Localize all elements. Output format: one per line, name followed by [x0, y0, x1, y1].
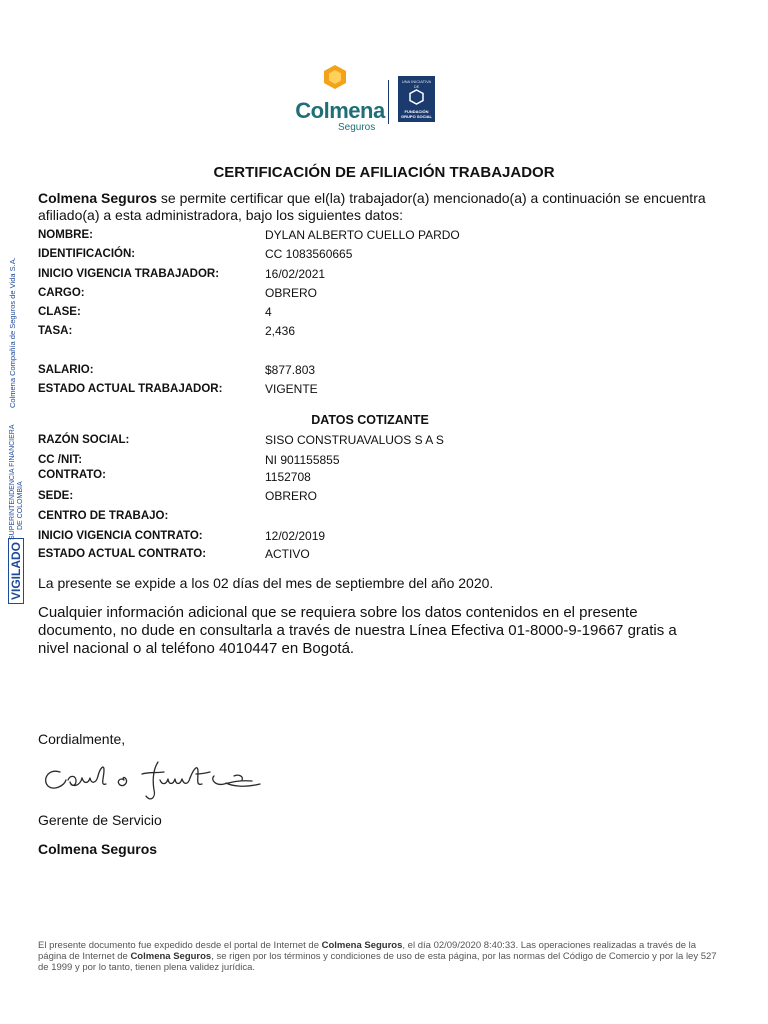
logo-subtitle: Seguros [338, 122, 376, 133]
field-value: NI 901155855 [265, 453, 340, 467]
document-title: CERTIFICACIÓN DE AFILIACIÓN TRABAJADOR [213, 164, 555, 181]
fundacion-logo [398, 76, 435, 122]
field-label: CONTRATO: [38, 469, 106, 481]
field-label: ESTADO ACTUAL TRABAJADOR: [38, 383, 223, 395]
field-label: RAZÓN SOCIAL: [38, 434, 130, 446]
field-value: VIGENTE [265, 382, 318, 396]
fundacion-top-text: UNA INICIATIVA DE [401, 79, 432, 89]
field-label: NOMBRE: [38, 229, 93, 241]
intro-text: se permite certificar que el(la) trabajador(a) mencionado(a) a continuación se encuentra afiliado(a) a esta administradora, bajo los siguientes datos: [38, 190, 706, 223]
field-label: CARGO: [38, 287, 85, 299]
field-value: ACTIVO [265, 547, 310, 561]
issued-statement: La presente se expide a los 02 días del mes de septiembre del año 2020. [38, 575, 494, 591]
side-company-label: Colmena Compañía de Seguros de Vida S.A. [8, 257, 17, 408]
field-label: TASA: [38, 325, 73, 337]
side-superfinanciera-line1: SUPERINTENDENCIA FINANCIERA [9, 424, 16, 540]
field-value: OBRERO [265, 489, 318, 503]
signer-company: Colmena Seguros [38, 841, 158, 857]
logo-divider [388, 80, 389, 124]
closing-regards: Cordialmente, [38, 731, 126, 747]
field-value: 16/02/2021 [265, 267, 326, 281]
field-value: 4 [265, 305, 272, 319]
logo-wordmark: Colmena [295, 98, 385, 123]
field-value: 12/02/2019 [265, 529, 326, 543]
field-label: IDENTIFICACIÓN: [38, 248, 136, 260]
field-value: CC 1083560665 [265, 247, 353, 261]
field-label: SALARIO: [38, 364, 94, 376]
signer-role: Gerente de Servicio [38, 812, 162, 828]
intro-company: Colmena Seguros [38, 190, 158, 206]
additional-info-paragraph: Cualquier información adicional que se requiera sobre los datos contenidos en el presente documento, no dude en consultarla a través de nuestra Línea Efectiva 01-8000-9-19667 gratis a nivel nacional o al teléfono 4010447 en Bogotá. [38, 604, 677, 657]
fundacion-bottom-text: FUNDACIÓN GRUPO SOCIAL [401, 109, 432, 119]
footer-company-2: Colmena Seguros [130, 951, 212, 962]
field-label: SEDE: [38, 490, 74, 502]
field-label: INICIO VIGENCIA CONTRATO: [38, 530, 203, 542]
field-value: DYLAN ALBERTO CUELLO PARDO [265, 228, 460, 242]
field-value: $877.803 [265, 363, 316, 377]
footer-text-3: , se rigen por los términos y condiciones de uso de esta página, por las normas del Código de Comercio y por la ley 527 de 1999 y por lo tanto, tienen plena validez jurídica. [38, 951, 717, 973]
field-value: OBRERO [265, 286, 318, 300]
colmena-logo [288, 62, 388, 138]
field-label: CENTRO DE TRABAJO: [38, 510, 169, 522]
field-value: 2,436 [265, 324, 296, 338]
fundacion-hexagon-icon [398, 87, 435, 107]
intro-paragraph [38, 190, 738, 224]
field-value: 1152708 [265, 470, 311, 484]
field-label: INICIO VIGENCIA TRABAJADOR: [38, 268, 220, 280]
field-value: SISO CONSTRUAVALUOS S A S [265, 433, 444, 447]
footer-company-1: Colmena Seguros [321, 940, 403, 951]
field-label: CC /NIT: [38, 454, 83, 466]
side-superfinanciera-line2: DE COLOMBIA [17, 481, 24, 530]
field-label: ESTADO ACTUAL CONTRATO: [38, 548, 207, 560]
handwritten-signature [38, 750, 270, 806]
datos-cotizante-heading: DATOS COTIZANTE [311, 413, 429, 427]
side-vigilado-badge: VIGILADO [8, 538, 24, 604]
footer-text-1: El presente documento fue expedido desde el portal de Internet de [38, 940, 322, 951]
colmena-hexagon-icon [288, 62, 388, 102]
footer-text-2: , el día 02/09/2020 8:40:33. Las operaciones realizadas a través de la página de Internet de [38, 940, 697, 962]
field-label: CLASE: [38, 306, 81, 318]
legal-footer [38, 940, 718, 973]
